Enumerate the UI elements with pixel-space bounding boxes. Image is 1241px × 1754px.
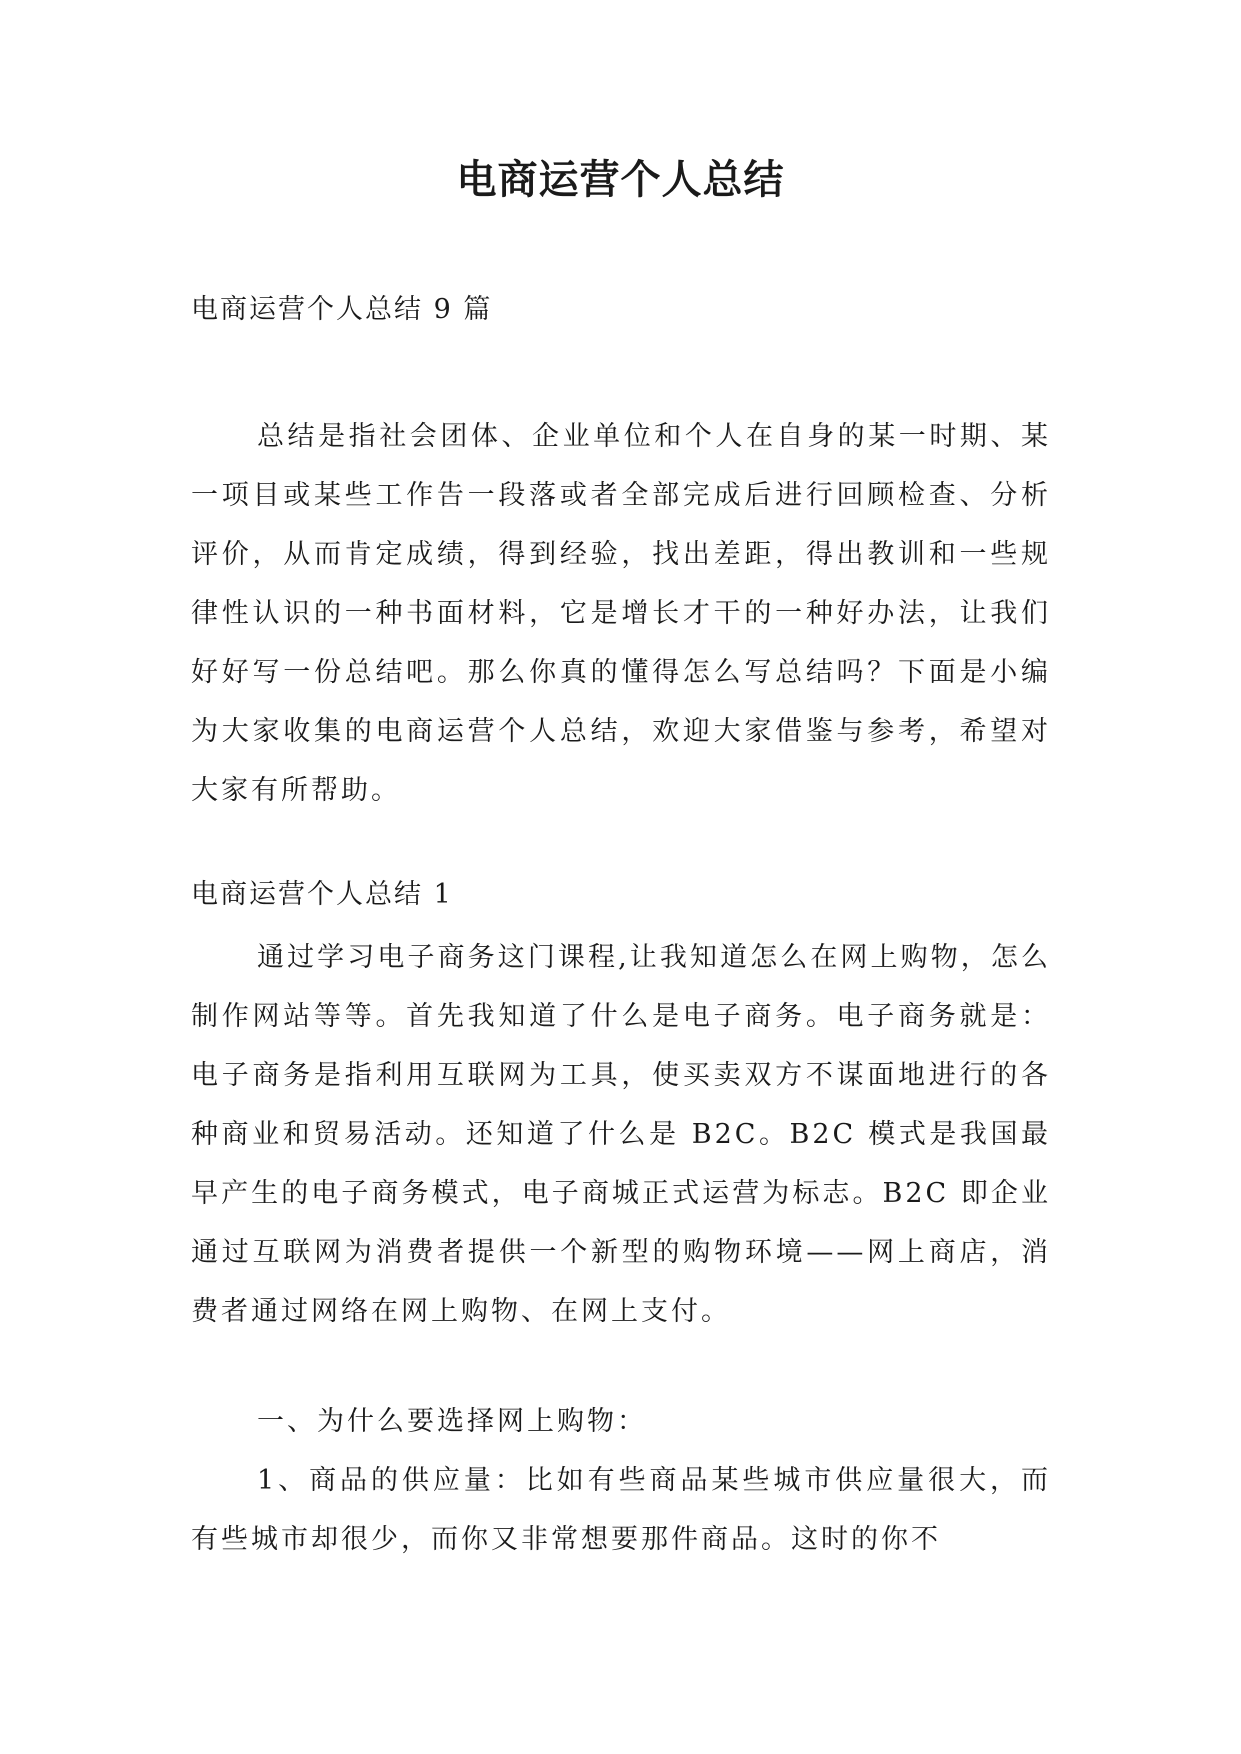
subsection-heading: 一、为什么要选择网上购物： [257,1406,647,1437]
document-title: 电商运营个人总结 [456,156,785,203]
section-heading: 电商运营个人总结 1 [191,879,453,910]
list-item: 1、商品的供应量：比如有些商品某些城市供应量很大，而有些城市却很少，而你又非常想要那件商品。这时的你不 [191,1465,1051,1555]
document-subtitle: 电商运营个人总结 9 篇 [191,294,493,325]
intro-paragraph: 总结是指社会团体、企业单位和个人在自身的某一时期、某一项目或某些工作告一段落或者全部完成后进行回顾检查、分析评价，从而肯定成绩，得到经验，找出差距，得出教训和一些规律性认识的一种书面材料，它是增长才干的一种好办法，让我们好好写一份总结吧。那么你真的懂得怎么写总结吗？下面是小编为大家收集的电商运营个人总结，欢迎大家借鉴与参考，希望对大家有所帮助。 [191,421,1051,806]
body-paragraph: 通过学习电子商务这门课程,让我知道怎么在网上购物，怎么制作网站等等。首先我知道了什么是电子商务。电子商务就是：电子商务是指利用互联网为工具，使买卖双方不谋面地进行的各种商业和贸易活动。还知道了什么是 B2C。B2C 模式是我国最早产生的电子商务模式，电子商城正式运营为标志。B2C 即企业通过互联网为消费者提供一个新型的购物环境——网上商店，消费者通过网络在网上购物、在网上支付。 [191,942,1051,1327]
